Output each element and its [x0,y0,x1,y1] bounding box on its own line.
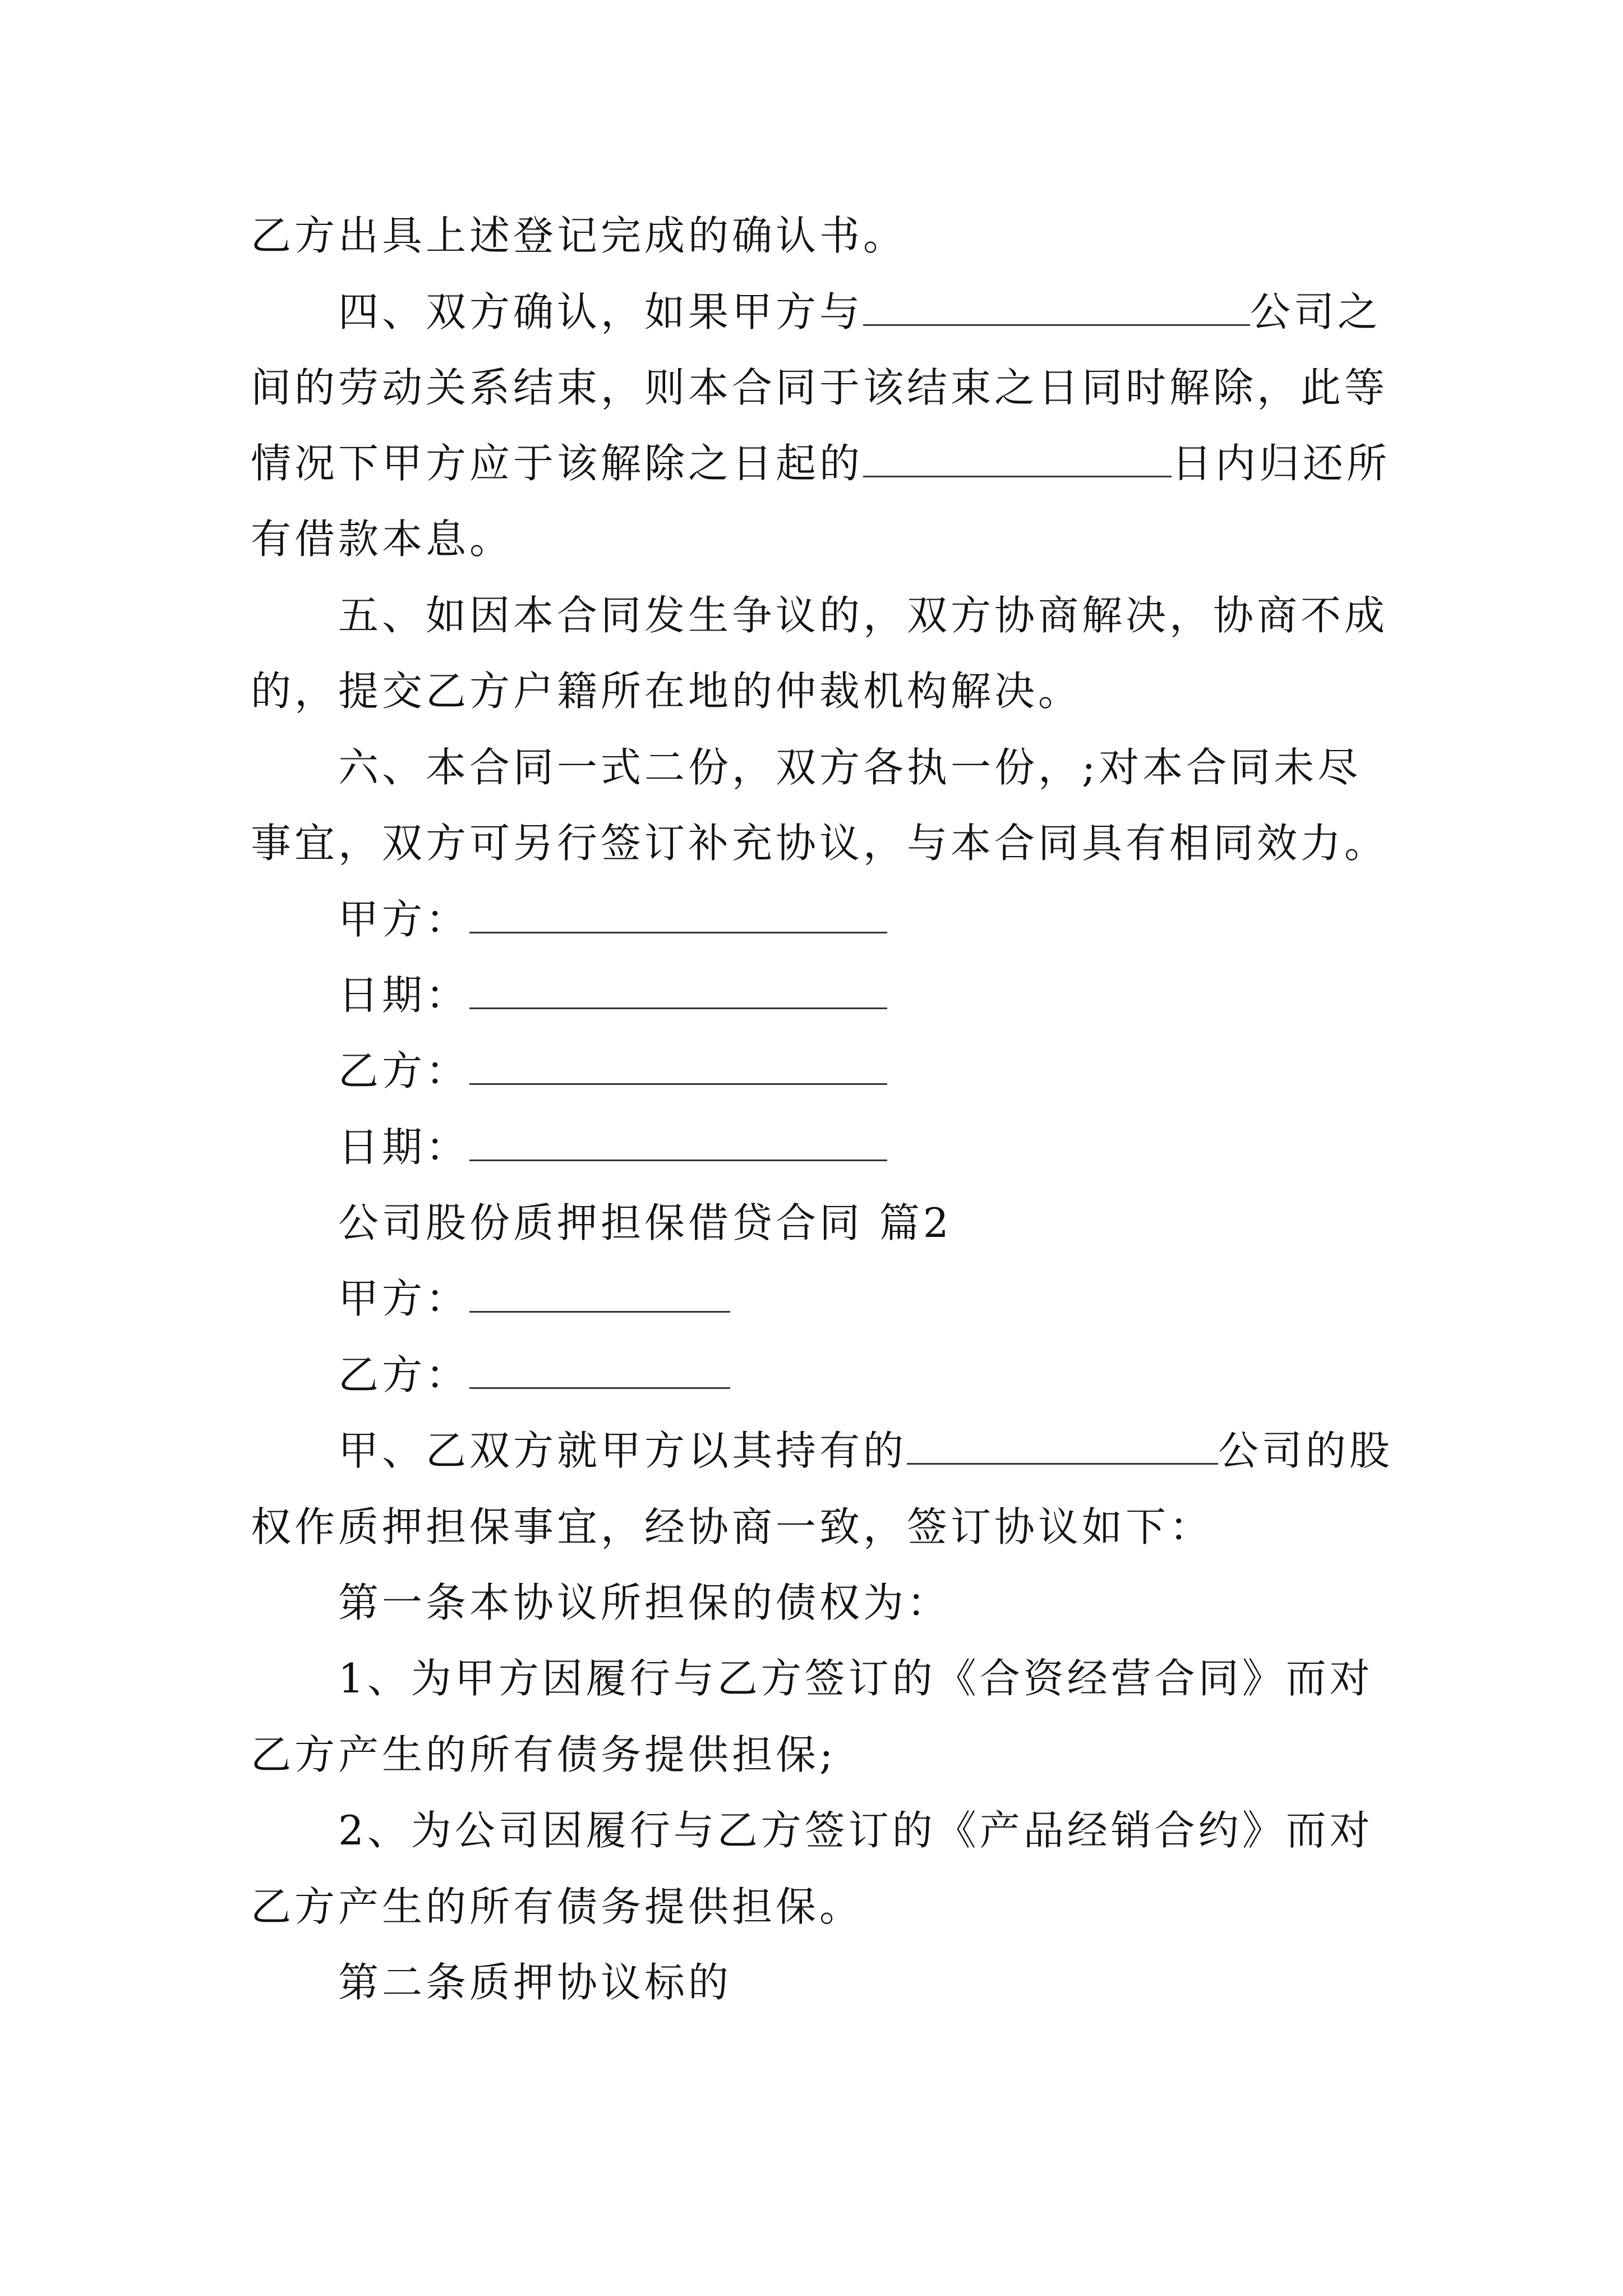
party-a-line [338,1272,1623,1326]
paragraph-line [251,436,1623,490]
date-b-blank[interactable] [469,1120,887,1161]
text: 乙方产生的所有债务提供担保。 [251,1883,864,1930]
text: 权作质押担保事宜，经协商一致，签订协议如下： [251,1503,1214,1550]
label: 日期： [338,1124,470,1171]
party-b-blank[interactable] [469,1044,887,1085]
clause-five-line [338,588,1623,642]
label: 甲方： [338,896,470,943]
clause-four-line [338,285,1623,339]
paragraph-line [251,816,1623,870]
text: 日内归还所 [1172,440,1391,487]
title: 公司股份质押担保借贷合同 篇2 [338,1199,952,1246]
text: 公司的股 [1218,1427,1394,1474]
text: 间的劳动关系结束，则本合同于该结束之日同时解除，此等 [251,364,1389,411]
signature-date-b [338,1120,1623,1174]
paragraph-line [251,1728,1623,1782]
text: 公司之 [1250,288,1382,335]
label: 日期： [338,972,470,1019]
text: 事宜，双方可另行签订补充协议，与本合同具有相同效力。 [251,820,1389,867]
clause-six-line [338,740,1623,794]
label: 乙方： [338,1047,470,1094]
text: 的，提交乙方户籍所在地的仲裁机构解决。 [251,668,1082,715]
item-two-line [338,1803,1623,1857]
article-two-heading [338,1955,1623,2009]
signature-date-a [338,968,1623,1022]
label: 乙方： [338,1351,470,1398]
date-a-blank[interactable] [469,968,887,1009]
text: 第一条本协议所担保的债权为： [338,1579,951,1626]
paragraph-line [251,361,1623,415]
text: 甲、乙双方就甲方以其持有的 [338,1427,907,1474]
signature-party-b [338,1044,1623,1098]
text: 情况下甲方应于该解除之日起的 [251,440,864,487]
days-blank[interactable] [863,436,1172,477]
article-one-heading [338,1576,1623,1630]
text: 四、双方确认，如果甲方与 [338,288,864,335]
party-b-line [338,1348,1623,1402]
party-a-name-blank[interactable] [469,1272,730,1313]
equity-company-blank[interactable] [907,1424,1218,1465]
paragraph-line [251,209,1623,263]
label: 甲方： [338,1275,470,1322]
party-b-name-blank[interactable] [469,1348,730,1389]
signature-party-a [338,892,1623,946]
text: 乙方出具上述登记完成的确认书。 [251,212,907,259]
text: 1、为甲方因履行与乙方签订的《合资经营合同》而对 [338,1655,1373,1702]
item-one-line [338,1651,1623,1705]
paragraph-line [251,664,1623,718]
text: 2、为公司因履行与乙方签订的《产品经销合约》而对 [338,1807,1373,1854]
company-blank[interactable] [863,285,1250,326]
text: 有借款本息。 [251,516,514,563]
paragraph-line [251,1880,1623,1934]
paragraph-line [251,512,1623,566]
party-a-blank[interactable] [469,892,887,933]
intro-line [338,1424,1623,1478]
text: 乙方产生的所有债务提供担保; [251,1731,837,1778]
section-title [338,1196,1623,1250]
text: 第二条质押协议标的 [338,1959,732,2006]
paragraph-line [251,1500,1623,1554]
text: 五、如因本合同发生争议的，双方协商解决，协商不成 [338,592,1389,639]
text: 六、本合同一式二份，双方各执一份，;对本合同未尽 [338,744,1362,791]
